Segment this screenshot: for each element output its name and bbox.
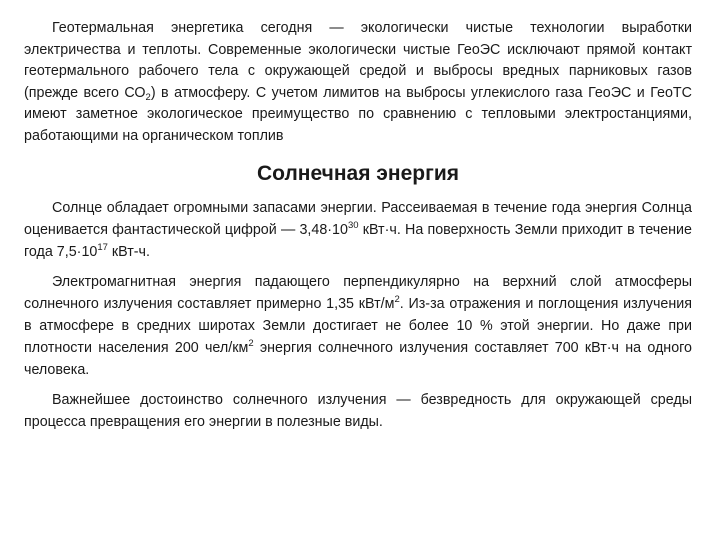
solar-p1-text-part-2: кВт·ч. На поверхность Земли приходит в течение года 7,5·10 bbox=[24, 222, 692, 260]
solar-paragraph-3: Важнейшее достоинство солнечного излучения — безвредность для окружающей среды процесса превращения его энергии в полезные виды. bbox=[24, 392, 692, 430]
solar-p1-exponent-1: 30 bbox=[347, 220, 359, 231]
solar-p1-text-part-1: Солнце обладает огромными запасами энергии. Рассеиваемая в течение года энергия Солнца оценивается фантастической цифрой — 3,48·10 bbox=[24, 200, 692, 238]
solar-p2-exponent-2: 2 bbox=[248, 338, 254, 349]
solar-p1-exponent-2: 17 bbox=[97, 242, 108, 253]
solar-p2-text-part-2: . Из-за отражения и поглощения излучения в атмосфере в средних широтах Земли достигает не более 10 % этой энергии. Но даже при плотности населения 200 чел/км bbox=[24, 296, 692, 356]
solar-p2-text-part-1: Электромагнитная энергия падающего перпендикулярно на верхний слой атмосферы солнечного излучения составляет примерно 1,35 кВт/м bbox=[24, 274, 692, 312]
solar-p2-exponent-1: 2 bbox=[394, 294, 400, 305]
geothermal-paragraph bbox=[24, 18, 692, 147]
geothermal-text-part-2: ) в атмосферу. С учетом лимитов на выбросы углекислого газа ГеоЭС и ГеоТС имеют заметное экологическое преимущество по сравнению с тепловыми электростанциями, работающими на органическом топлив bbox=[24, 84, 692, 144]
solar-p2-text-part-3: энергия солнечного излучения составляет 700 кВт·ч на одного человека. bbox=[24, 340, 692, 378]
geothermal-text-part-1: Геотермальная энергетика сегодня — экологически чистые технологии выработки электричества и теплоты. Современные экологически чистые ГеоЭС исключают прямой контакт геотермального рабочего тела с окружающей средой и выбросы вредных парниковых газов (прежде всего СО bbox=[24, 20, 692, 101]
co2-subscript: 2 bbox=[145, 91, 151, 103]
solar-paragraph-2 bbox=[24, 271, 692, 381]
solar-p1-text-part-3: кВт-ч. bbox=[107, 244, 150, 260]
document-page bbox=[24, 18, 692, 441]
solar-paragraph-1 bbox=[24, 197, 692, 263]
solar-energy-heading: Солнечная энергия bbox=[257, 162, 459, 185]
